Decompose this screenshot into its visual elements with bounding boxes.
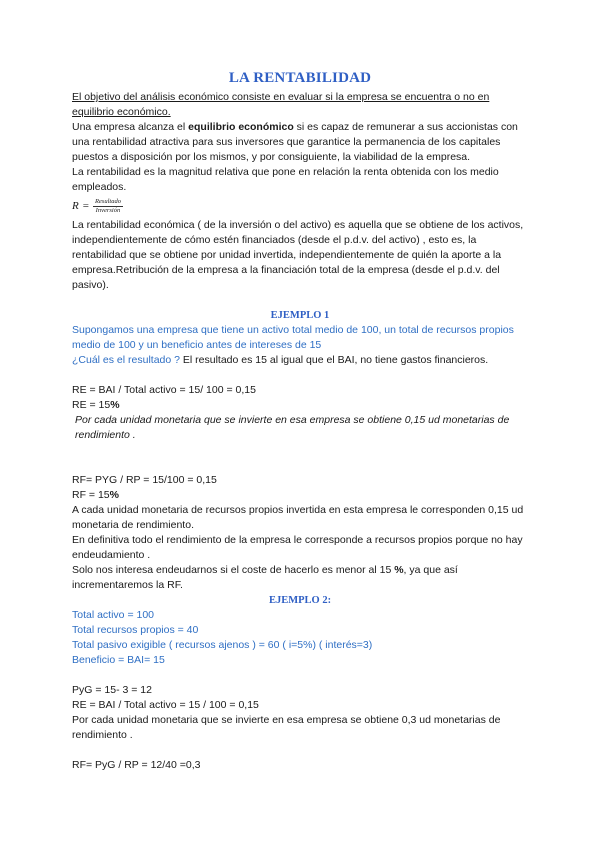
equilibrium-paragraph: [72, 120, 528, 165]
economic-paragraph: La rentabilidad económica ( de la inversión o del activo) es aquella que se obtiene de los activos, independientemente de cómo estén financiados (desde el p.d.v. del activo) , esto es, la rentabilidad que se obtiene por unidad invertida, independientemente de quién la aporte a la empresa.Retribución de la empresa a la financiación total de la empresa (desde el p.d.v. del pasivo).: [72, 219, 524, 291]
ejemplo1-statement: Supongamos una empresa que tiene un activo total medio de 100, un total de recursos propios medio de 100 y un beneficio antes de intereses de 15: [72, 324, 514, 351]
ejemplo1-debt-line: [72, 563, 528, 593]
ejemplo1-rf-pct: %: [109, 489, 119, 501]
ejemplo2-pyg: PyG = 15- 3 = 12: [72, 684, 152, 696]
ejemplo1-question: ¿Cuál es el resultado ?: [72, 354, 180, 366]
formula-lhs: R: [72, 200, 79, 212]
formula-equals: =: [82, 200, 89, 212]
equilibrium-bold: equilibrio económico: [188, 121, 294, 133]
ejemplo2-re-note: Por cada unidad monetaria que se invierte en esa empresa se obtiene 0,3 ud monetarias de rendimiento .: [72, 714, 501, 741]
objective-paragraph: El objetivo del análisis económico consiste en evaluar si la empresa se encuentra o no en equilibrio económico.: [72, 91, 490, 118]
ejemplo2-line: Total recursos propios = 40: [72, 624, 199, 636]
ejemplo1-re-value: RE = 15: [72, 399, 111, 411]
ejemplo2-line: Total activo = 100: [72, 609, 155, 621]
ejemplo2-line: Total pasivo exigible ( recursos ajenos ) = 60 ( i=5%) ( interés=3): [72, 639, 373, 651]
ejemplo2-heading: EJEMPLO 2:: [268, 595, 332, 606]
ejemplo1-re-note: Por cada unidad monetaria que se invierte en esa empresa se obtiene 0,15 ud monetarias de rendimiento .: [75, 414, 510, 441]
formula-denominator: Inversión: [95, 206, 121, 214]
ejemplo1-conclusion: En definitiva todo el rendimiento de la empresa le corresponde a recursos propios porque no hay endeudamiento .: [72, 534, 523, 561]
ejemplo1-debt-post: , ya que así incrementaremos la RF.: [72, 564, 458, 591]
ejemplo2-line: Beneficio = BAI= 15: [72, 654, 165, 666]
formula-fraction: [93, 198, 123, 215]
ejemplo1-question-line: [72, 353, 528, 368]
ejemplo2-rf-calc: RF= PyG / RP = 12/40 =0,3: [72, 759, 201, 771]
formula-numerator: Resultado: [94, 197, 121, 205]
ejemplo1-heading: EJEMPLO 1: [270, 310, 330, 321]
rentabilidad-formula: [72, 196, 528, 216]
ejemplo1-debt-pct: %: [394, 564, 404, 576]
ejemplo1-re-pct: %: [110, 399, 120, 411]
page-title: LA RENTABILIDAD: [228, 70, 372, 86]
ejemplo1-rf-note: A cada unidad monetaria de recursos propios invertida en esta empresa le corresponden 0,15 ud monetaria de rendimiento.: [72, 504, 524, 531]
ejemplo1-rf-value: RF = 15: [72, 489, 110, 501]
ejemplo1-answer: El resultado es 15 al igual que el BAI, no tiene gastos financieros.: [179, 354, 489, 366]
ejemplo1-rf-calc: RF= PYG / RP = 15/100 = 0,15: [72, 474, 217, 486]
ejemplo1-debt-pre: Solo nos interesa endeudarnos si el coste de hacerlo es menor al 15: [72, 564, 395, 576]
document-page: [72, 70, 528, 773]
ejemplo2-re-calc: RE = BAI / Total activo = 15 / 100 = 0,15: [72, 699, 259, 711]
equilibrium-text-post: si es capaz de remunerar a sus accionistas con una rentabilidad atractiva para sus inversores que garantice la permanencia de los capitales puestos a disposición por los mismos, y por consiguiente, la viabilidad de la empresa.: [72, 121, 518, 163]
equilibrium-text-pre: Una empresa alcanza el: [72, 121, 189, 133]
ejemplo1-rf-result: [72, 488, 528, 503]
ejemplo1-re-calc: RE = BAI / Total activo = 15/ 100 = 0,15: [72, 384, 256, 396]
ejemplo1-re-result: [72, 398, 528, 413]
magnitude-paragraph: La rentabilidad es la magnitud relativa que pone en relación la renta obtenida con los medio empleados.: [72, 166, 499, 193]
